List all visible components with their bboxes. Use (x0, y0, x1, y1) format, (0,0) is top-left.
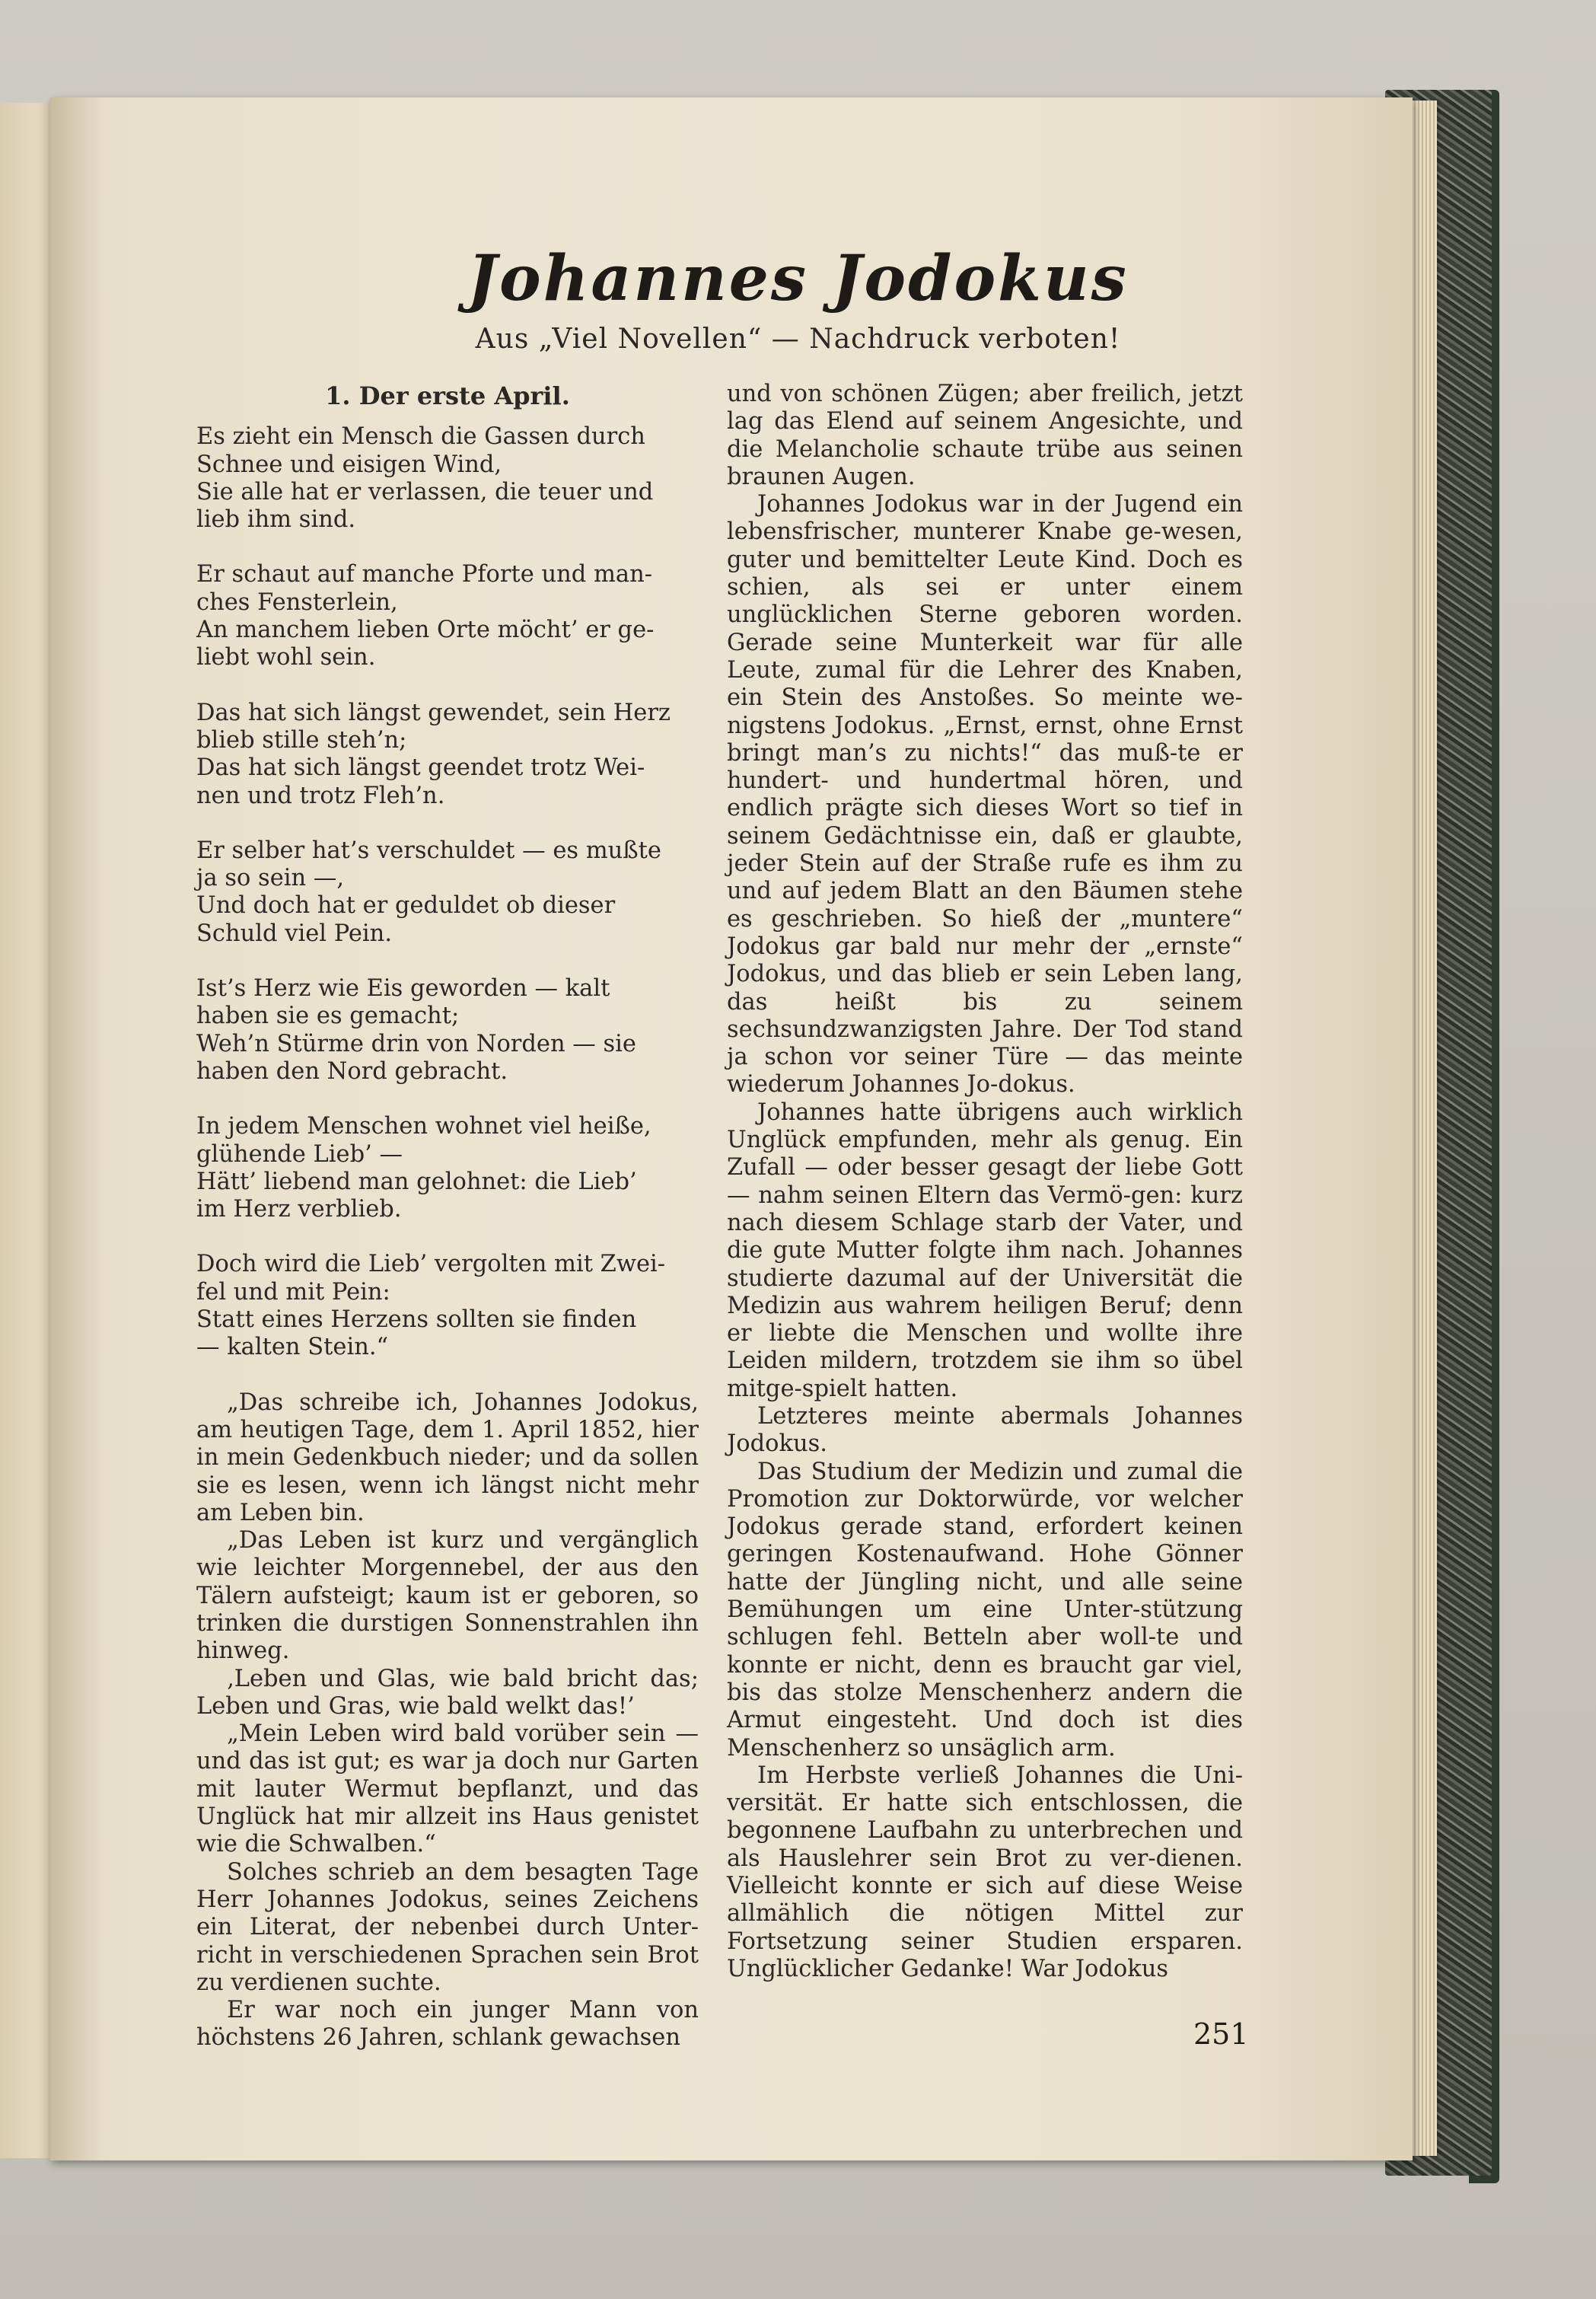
poem-line: Das hat sich längst gewendet, sein Herz (196, 699, 671, 726)
paragraph: Solches schrieb an dem besagten Tage Herr Johannes Jodokus, seines Zeichens ein Literat, der nebenbei durch Unter-richt in verschiedenen Sprachen sein Brot zu verdienen suchte. (196, 1858, 699, 1996)
poem-line: Und doch hat er geduldet ob dieser (196, 892, 616, 920)
poem-line: Hätt’ liebend man gelohnet: die Lieb’ (196, 1168, 637, 1195)
poem (196, 423, 699, 1361)
poem-line: liebt wohl sein. (196, 644, 376, 671)
article-title: Johannes Jodokus (467, 242, 1129, 315)
poem-stanza (196, 1113, 699, 1223)
poem-line: Das hat sich längst geendet trotz Wei- (196, 754, 645, 782)
paragraph: „Das schreibe ich, Johannes Jodokus, am heutigen Tage, dem 1. April 1852, hier in mein Gedenkbuch nieder; und da sollen sie es lesen, wenn ich längst nicht mehr am Leben bin. (196, 1389, 699, 1526)
poem-stanza (196, 561, 699, 671)
poem-line: ja so sein —, (196, 865, 345, 892)
paragraph: Letzteres meinte abermals Johannes Jodokus. (727, 1402, 1243, 1458)
poem-line: Schuld viel Pein. (196, 920, 393, 947)
paragraph: Er war noch ein junger Mann von höchstens 26 Jahren, schlank gewachsen (196, 1997, 699, 2052)
poem-stanza (196, 1251, 699, 1361)
left-column (196, 381, 699, 2052)
paragraph: Das Studium der Medizin und zumal die Promotion zur Doktorwürde, vor welcher Jodokus gerade stand, erfordert keinen geringen Kostenaufwand. Hohe Gönner hatte der Jüngling nicht, und alle seine Bemühungen um eine Unter-stützung schlugen fehl. Betteln aber woll-te und konnte er nicht, denn es braucht gar viel, bis das stolze Menschenherz andern die Armut eingesteht. Und doch ist dies Menschenherz so unsäglich arm. (727, 1458, 1243, 1762)
paragraph: und von schönen Zügen; aber freilich, jetzt lag das Elend auf seinem Angesichte, und die Melancholie schaute trübe aus seinen braunen Augen. (727, 381, 1243, 490)
poem-line: ches Fensterlein, (196, 588, 398, 616)
poem-line: im Herz verblieb. (196, 1196, 402, 1223)
poem-line: Statt eines Herzens sollten sie finden (196, 1306, 637, 1334)
paragraph: „Mein Leben wird bald vorüber sein — und das ist gut; es war ja doch nur Garten mit lauter Wermut bepflanzt, und das Unglück hat mir allzeit ins Haus genistet wie die Schwalben.“ (196, 1720, 699, 1858)
poem-stanza (196, 423, 699, 534)
poem-line: Er schaut auf manche Pforte und man- (196, 561, 653, 588)
poem-line: — kalten Stein.“ (196, 1334, 389, 1361)
poem-line: nen und trotz Fleh’n. (196, 782, 445, 809)
poem-line: Schnee und eisigen Wind, (196, 451, 502, 478)
poem-stanza (196, 975, 699, 1086)
poem-line: Sie alle hat er verlassen, die teuer und (196, 478, 654, 505)
section-heading: 1. Der erste April. (325, 381, 570, 410)
poem-line: glühende Lieb’ — (196, 1140, 403, 1168)
right-paragraphs (727, 381, 1243, 1983)
left-paragraphs (196, 1389, 699, 2052)
poem-line: fel und mit Pein: (196, 1278, 390, 1306)
poem-line: blieb stille steh’n; (196, 726, 407, 754)
poem-line: haben sie es gemacht; (196, 1003, 460, 1030)
poem-line: Er selber hat’s verschuldet — es mußte (196, 837, 661, 864)
poem-line: Doch wird die Lieb’ vergolten mit Zwei- (196, 1251, 666, 1278)
poem-line: lieb ihm sind. (196, 506, 356, 534)
paragraph: ‚Leben und Glas, wie bald bricht das; Leben und Gras, wie bald welkt das!’ (196, 1665, 699, 1720)
paragraph: „Das Leben ist kurz und vergänglich wie leichter Morgennebel, der aus den Tälern aufsteigt; kaum ist er geboren, so trinken die durstigen Sonnenstrahlen ihn hinweg. (196, 1527, 699, 1665)
paragraph: Im Herbste verließ Johannes die Uni-versität. Er hatte sich entschlossen, die begonnene Laufbahn zu unterbrechen und als Hauslehrer sein Brot zu ver-dienen. Vielleicht konnte er sich auf diese Weise allmählich die nötigen Mittel zur Fortsetzung seiner Studien ersparen. Unglücklicher Gedanke! War Jodokus (727, 1762, 1243, 1982)
poem-line: haben den Nord gebracht. (196, 1057, 508, 1085)
poem-line: In jedem Menschen wohnet viel heiße, (196, 1113, 651, 1140)
poem-stanza (196, 837, 699, 948)
poem-line: Es zieht ein Mensch die Gassen durch (196, 423, 645, 451)
article-subtitle: Aus „Viel Novellen“ — Nachdruck verboten! (475, 324, 1121, 355)
right-column (727, 381, 1243, 1983)
paragraph: Johannes Jodokus war in der Jugend ein lebensfrischer, munterer Knabe ge-wesen, guter und bemittelter Leute Kind. Doch es schien, als sei er unter einem unglücklichen Sterne geboren worden. Gerade seine Munterkeit war für alle Leute, zumal für die Lehrer des Knaben, ein Stein des Anstoßes. So meinte we-nigstens Jodokus. „Ernst, ernst, ohne Ernst bringt man’s zu nichts!“ das muß-te er hundert- und hundertmal hören, und endlich prägte sich dieses Wort so tief in seinem Gedächtnisse ein, daß er glaubte, jeder Stein auf der Straße rufe es ihm zu und auf jedem Blatt an den Bäumen stehe es geschrieben. So hieß der „muntere“ Jodokus gar bald nur mehr der „ernste“ Jodokus, und das blieb er sein Leben lang, das heißt bis zu seinem sechsundzwanzigsten Jahre. Der Tod stand ja schon vor seiner Türe — das meinte wiederum Johannes Jo-dokus. (727, 491, 1243, 1098)
poem-line: Ist’s Herz wie Eis geworden — kalt (196, 975, 610, 1003)
poem-stanza (196, 700, 699, 810)
page-number: 251 (1193, 2017, 1249, 2051)
paragraph: Johannes hatte übrigens auch wirklich Unglück empfunden, mehr als genug. Ein Zufall — oder besser gesagt der liebe Gott — nahm seinen Eltern das Vermö-gen: kurz nach diesem Schlage starb der Vater, und die gute Mutter folgte ihm nach. Johannes studierte dazumal auf der Universität die Medizin aus wahrem heiligen Beruf; denn er liebte die Menschen und wollte ihre Leiden mildern, trotzdem sie ihm so übel mitge-spielt hatten. (727, 1098, 1243, 1402)
poem-line: An manchem lieben Orte möcht’ er ge- (196, 617, 655, 644)
poem-line: Weh’n Stürme drin von Norden — sie (196, 1030, 636, 1057)
